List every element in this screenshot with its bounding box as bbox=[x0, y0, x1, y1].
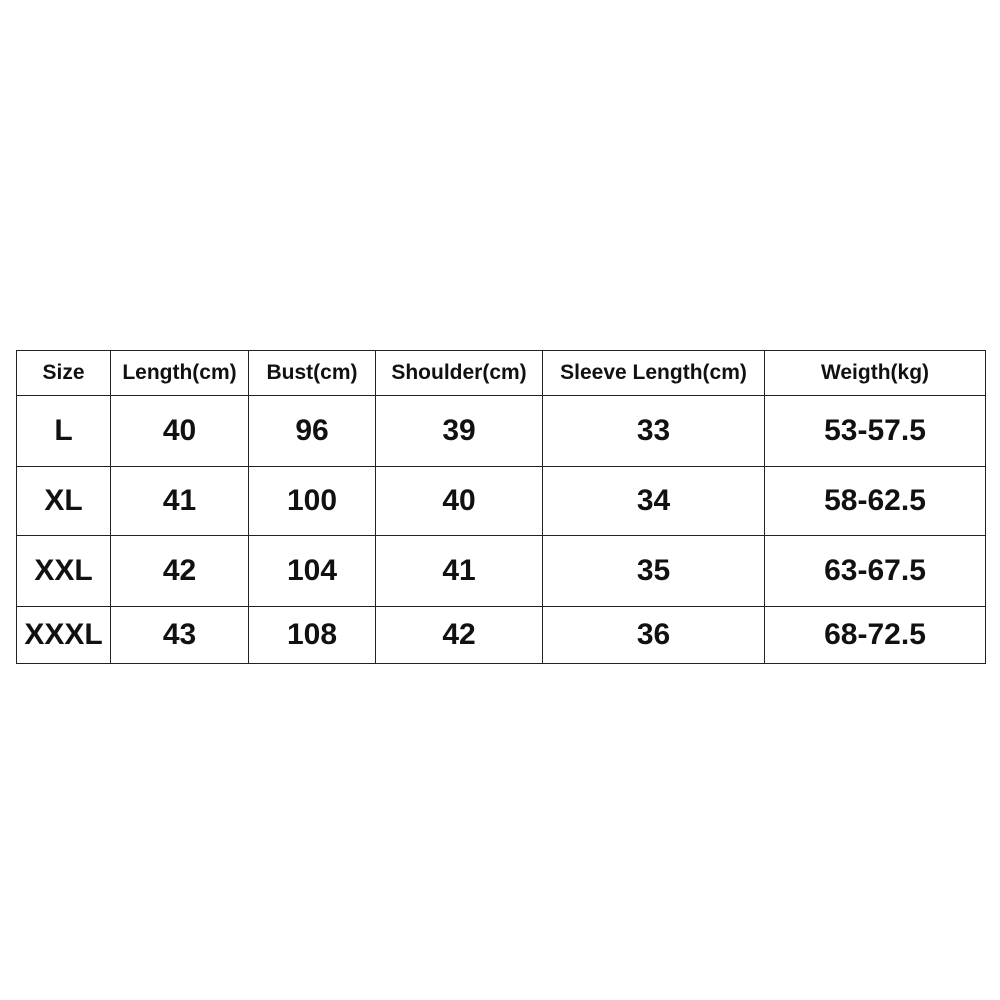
header-weight: Weigth(kg) bbox=[765, 351, 986, 396]
cell-length: 43 bbox=[111, 607, 249, 664]
cell-length: 42 bbox=[111, 536, 249, 607]
cell-size: XL bbox=[17, 467, 111, 536]
cell-shoulder: 40 bbox=[376, 467, 543, 536]
cell-weight: 68-72.5 bbox=[765, 607, 986, 664]
cell-bust: 104 bbox=[249, 536, 376, 607]
header-length: Length(cm) bbox=[111, 351, 249, 396]
cell-sleeve-length: 34 bbox=[543, 467, 765, 536]
table-row bbox=[17, 467, 986, 536]
table-row bbox=[17, 536, 986, 607]
cell-bust: 96 bbox=[249, 396, 376, 467]
cell-length: 41 bbox=[111, 467, 249, 536]
header-bust: Bust(cm) bbox=[249, 351, 376, 396]
cell-size: XXL bbox=[17, 536, 111, 607]
cell-shoulder: 39 bbox=[376, 396, 543, 467]
cell-length: 40 bbox=[111, 396, 249, 467]
size-chart-table bbox=[16, 350, 986, 664]
header-size: Size bbox=[17, 351, 111, 396]
cell-weight: 63-67.5 bbox=[765, 536, 986, 607]
table-row bbox=[17, 607, 986, 664]
cell-sleeve-length: 33 bbox=[543, 396, 765, 467]
header-sleeve-length: Sleeve Length(cm) bbox=[543, 351, 765, 396]
cell-size: XXXL bbox=[17, 607, 111, 664]
cell-size: L bbox=[17, 396, 111, 467]
cell-sleeve-length: 36 bbox=[543, 607, 765, 664]
table-header-row bbox=[17, 351, 986, 396]
cell-weight: 53-57.5 bbox=[765, 396, 986, 467]
cell-shoulder: 41 bbox=[376, 536, 543, 607]
cell-weight: 58-62.5 bbox=[765, 467, 986, 536]
cell-bust: 100 bbox=[249, 467, 376, 536]
cell-bust: 108 bbox=[249, 607, 376, 664]
cell-shoulder: 42 bbox=[376, 607, 543, 664]
header-shoulder: Shoulder(cm) bbox=[376, 351, 543, 396]
table-row bbox=[17, 396, 986, 467]
cell-sleeve-length: 35 bbox=[543, 536, 765, 607]
